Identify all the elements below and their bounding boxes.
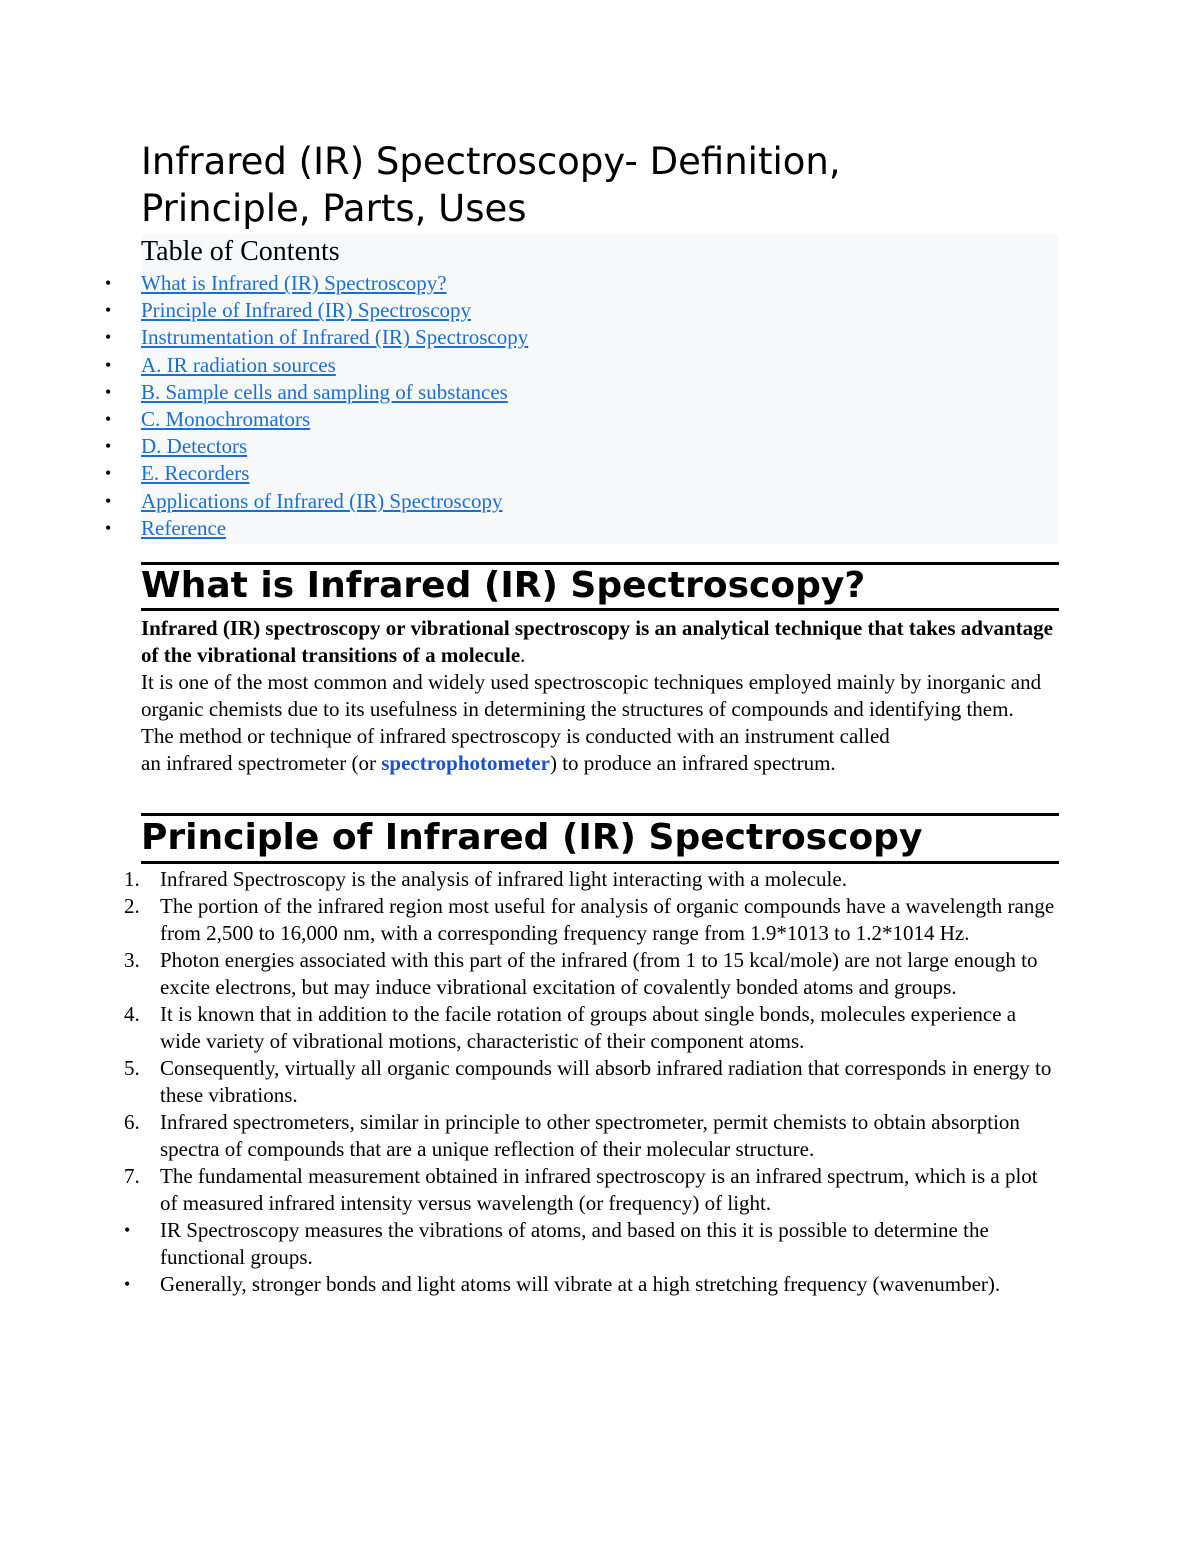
- toc-link-principle[interactable]: Principle of Infrared (IR) Spectroscopy: [141, 298, 472, 323]
- list-item-text: Photon energies associated with this part of the infrared (from 1 to 15 kcal/mole) are not large enough to excite electrons, but may induce vibrational excitation of covalently bonded atoms and groups.: [160, 948, 1038, 1000]
- list-item-text: The portion of the infrared region most useful for analysis of organic compounds have a wavelength range from 2,500 to 16,000 nm, with a corresponding frequency range from 1.9*1013 to 1.2*1014 Hz.: [160, 894, 1055, 946]
- bullet-icon: •: [105, 517, 112, 538]
- toc-item: [105, 270, 1059, 297]
- list-number: 5.: [124, 1056, 140, 1081]
- bullet-icon: •: [124, 1274, 131, 1295]
- list-number: 2.: [124, 894, 140, 919]
- toc-link-sample-cells[interactable]: B. Sample cells and sampling of substances: [141, 379, 508, 404]
- list-number: 7.: [124, 1164, 140, 1189]
- list-item: [124, 947, 1059, 1001]
- toc-link-what-is[interactable]: What is Infrared (IR) Spectroscopy?: [141, 271, 447, 295]
- bullet-icon: •: [105, 436, 112, 457]
- list-item-text: IR Spectroscopy measures the vibrations of atoms, and based on this it is possible to determine the functional groups.: [160, 1218, 989, 1270]
- section1-bold-intro: Infrared (IR) spectroscopy or vibrational spectroscopy is an analytical technique that takes advantage of the vibrational transitions of a molecule: [141, 616, 1053, 668]
- bullet-icon: •: [105, 381, 112, 402]
- toc-item: [105, 324, 1059, 351]
- toc-link-radiation-sources[interactable]: A. IR radiation sources: [141, 352, 336, 377]
- section1-para2: [141, 723, 1059, 777]
- list-item: [124, 893, 1059, 947]
- bullet-icon: •: [105, 327, 112, 348]
- list-item-text: It is known that in addition to the facile rotation of groups about single bonds, molecules experience a wide variety of vibrational motions, characteristic of their component atoms.: [160, 1002, 1017, 1054]
- toc-item: [105, 406, 1059, 433]
- toc-link-applications[interactable]: Applications of Infrared (IR) Spectroscopy: [141, 488, 503, 513]
- toc-link-monochromators[interactable]: C. Monochromators: [141, 407, 311, 432]
- bullet-icon: •: [124, 1220, 131, 1241]
- section-principle: [124, 799, 1059, 1298]
- toc-item: [105, 379, 1059, 406]
- list-number: 1.: [124, 867, 140, 892]
- list-number: 3.: [124, 948, 140, 973]
- toc-link-detectors[interactable]: D. Detectors: [141, 434, 248, 459]
- document-title: [141, 138, 1059, 232]
- toc-item: [105, 488, 1059, 515]
- list-item: [124, 1109, 1059, 1163]
- toc-list: [105, 270, 1059, 542]
- list-item-text: Infrared spectrometers, similar in principle to other spectrometer, permit chemists to obtain absorption spectra of compounds that are a unique reflection of their molecular structure.: [160, 1110, 1020, 1162]
- toc-item: [105, 297, 1059, 324]
- section1-intro: [141, 615, 1059, 669]
- list-item-text: Infrared Spectroscopy is the analysis of infrared light interacting with a molecule.: [160, 867, 847, 892]
- list-item-text: Consequently, virtually all organic compounds will absorb infrared radiation that corresponds in energy to these vibrations.: [160, 1056, 1052, 1108]
- section1-bold-intro-end: .: [520, 643, 526, 668]
- bullet-icon: •: [105, 490, 112, 511]
- bullet-icon: •: [105, 273, 112, 293]
- toc-link-instrumentation[interactable]: Instrumentation of Infrared (IR) Spectroscopy: [141, 325, 529, 350]
- section-heading-what-is: What is Infrared (IR) Spectroscopy?: [141, 565, 1059, 611]
- bullet-icon: •: [105, 463, 112, 484]
- bullet-icon: •: [105, 354, 112, 375]
- list-item: [124, 1217, 1059, 1271]
- toc-item: [105, 460, 1059, 487]
- section-rule-top: [141, 799, 1059, 816]
- toc-heading: Table of Contents: [141, 236, 340, 267]
- toc-item: [105, 352, 1059, 379]
- list-item: [124, 1055, 1059, 1109]
- toc-item: [105, 433, 1059, 460]
- list-item: [124, 1163, 1059, 1217]
- section1-para2-line1: The method or technique of infrared spectroscopy is conducted with an instrument called: [141, 724, 890, 749]
- table-of-contents: [105, 234, 1059, 544]
- section-what-is: [141, 548, 1059, 777]
- section1-para2-post: ) to produce an infrared spectrum.: [549, 751, 836, 776]
- list-item: [124, 866, 1059, 893]
- section-rule-top: [141, 548, 1059, 565]
- toc-link-reference[interactable]: Reference: [141, 515, 227, 540]
- bullet-icon: •: [105, 300, 112, 321]
- title-line-1: Infrared (IR) Spectroscopy- Definition,: [141, 140, 841, 183]
- list-number: 4.: [124, 1002, 140, 1027]
- bullet-icon: •: [105, 409, 112, 430]
- list-item-text: Generally, stronger bonds and light atoms will vibrate at a high stretching frequency (wavenumber).: [160, 1272, 1001, 1297]
- list-item-text: The fundamental measurement obtained in infrared spectroscopy is an infrared spectrum, which is a plot of measured infrared intensity versus wavelength (or frequency) of light.: [160, 1164, 1038, 1216]
- spectrophotometer-link[interactable]: spectrophotometer: [381, 751, 550, 776]
- list-number: 6.: [124, 1110, 140, 1135]
- section1-para2-pre: an infrared spectrometer (or: [141, 751, 382, 776]
- toc-link-recorders[interactable]: E. Recorders: [141, 461, 250, 486]
- document-page: [105, 138, 1059, 1298]
- title-line-2: Principle, Parts, Uses: [141, 187, 527, 230]
- toc-item: [105, 515, 1059, 542]
- section1-para1: It is one of the most common and widely used spectroscopic techniques employed mainly by inorganic and organic chemists due to its usefulness in determining the structures of compounds and identifying them.: [141, 670, 1042, 722]
- list-item: [124, 1001, 1059, 1055]
- list-item: [124, 1271, 1059, 1298]
- principle-list: [124, 866, 1059, 1298]
- section-heading-principle: Principle of Infrared (IR) Spectroscopy: [141, 816, 1059, 864]
